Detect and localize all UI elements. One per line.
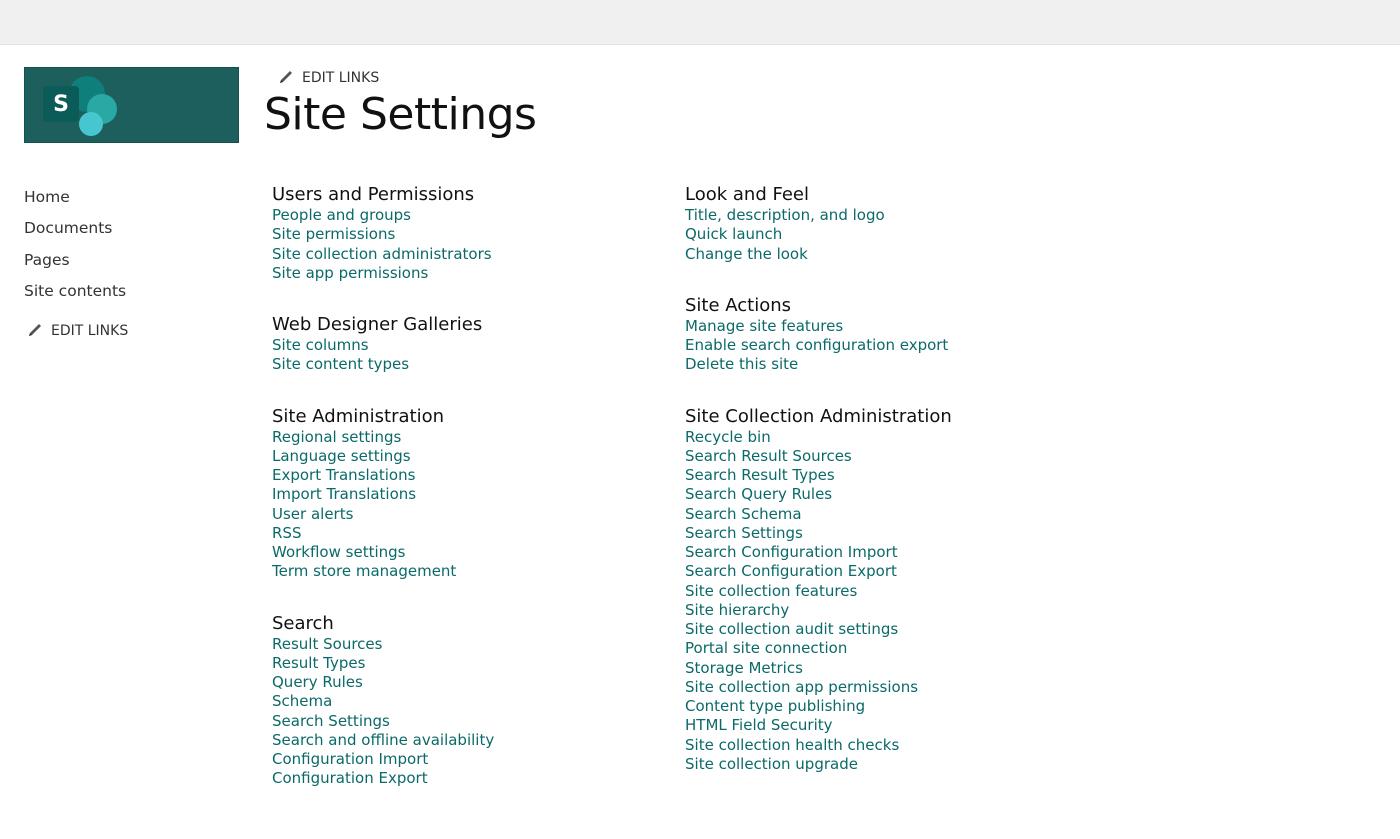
pencil-icon — [277, 70, 297, 86]
settings-link-site-permissions[interactable]: Site permissions — [272, 225, 396, 244]
settings-link-people-and-groups[interactable]: People and groups — [272, 206, 411, 224]
site-logo[interactable] — [24, 67, 239, 143]
settings-link-title-description-and-logo[interactable]: Title, description, and logo — [685, 206, 885, 224]
pencil-icon — [26, 323, 46, 339]
settings-link-site-collection-administrators[interactable]: Site collection administrators — [272, 244, 492, 263]
quick-launch-nav — [24, 182, 244, 339]
settings-link-export-translations[interactable]: Export Translations — [272, 466, 416, 484]
settings-link-content-type-publishing[interactable]: Content type publishing — [685, 697, 866, 715]
settings-link-term-store-management[interactable]: Term store management — [272, 562, 457, 581]
section-heading: Site Administration — [272, 405, 444, 427]
settings-link-search-settings[interactable]: Search Settings — [272, 711, 390, 730]
settings-link-site-content-types[interactable]: Site content types — [272, 355, 410, 374]
settings-section-users-and-permissions — [272, 184, 672, 283]
settings-link-search-configuration-export[interactable]: Search Configuration Export — [685, 562, 897, 581]
settings-link-storage-metrics[interactable]: Storage Metrics — [685, 658, 803, 677]
section-heading: Search — [272, 612, 334, 634]
settings-link-search-result-sources[interactable]: Search Result Sources — [685, 446, 852, 465]
settings-link-html-field-security[interactable]: HTML Field Security — [685, 716, 833, 735]
suite-bar — [0, 0, 1400, 45]
settings-link-recycle-bin[interactable]: Recycle bin — [685, 427, 771, 446]
settings-link-site-collection-audit-settings[interactable]: Site collection audit settings — [685, 620, 899, 638]
settings-link-search-and-offline-availability[interactable]: Search and offline availability — [272, 730, 495, 749]
edit-links-header[interactable] — [277, 70, 379, 86]
section-heading: Look and Feel — [685, 184, 809, 205]
edit-links-label: EDIT LINKS — [51, 323, 129, 340]
settings-link-configuration-export[interactable]: Configuration Export — [272, 769, 428, 788]
settings-link-search-query-rules[interactable]: Search Query Rules — [685, 485, 833, 504]
settings-section-site-actions — [685, 295, 1145, 375]
edit-links-label: EDIT LINKS — [302, 70, 380, 86]
settings-link-result-sources[interactable]: Result Sources — [272, 634, 383, 653]
settings-link-user-alerts[interactable]: User alerts — [272, 504, 354, 523]
settings-link-site-collection-app-permissions[interactable]: Site collection app permissions — [685, 677, 919, 696]
settings-link-result-types[interactable]: Result Types — [272, 653, 366, 672]
settings-link-rss[interactable]: RSS — [272, 523, 302, 542]
settings-link-site-columns[interactable]: Site columns — [272, 336, 369, 354]
settings-column-right — [685, 184, 1145, 805]
settings-link-manage-site-features[interactable]: Manage site features — [685, 316, 844, 335]
settings-column-left — [272, 184, 672, 820]
settings-link-regional-settings[interactable]: Regional settings — [272, 427, 402, 446]
settings-link-search-configuration-import[interactable]: Search Configuration Import — [685, 543, 898, 561]
nav-item-pages[interactable]: Pages — [24, 250, 70, 269]
settings-link-site-collection-upgrade[interactable]: Site collection upgrade — [685, 754, 858, 773]
edit-links-nav[interactable] — [26, 323, 244, 339]
settings-section-site-collection-administration — [685, 406, 1145, 775]
settings-link-change-the-look[interactable]: Change the look — [685, 244, 808, 263]
settings-section-site-administration — [272, 406, 672, 582]
nav-item-home[interactable]: Home — [24, 188, 70, 206]
section-heading: Web Designer Galleries — [272, 314, 483, 335]
settings-link-query-rules[interactable]: Query Rules — [272, 673, 363, 691]
settings-link-search-settings[interactable]: Search Settings — [685, 523, 803, 542]
nav-item-documents[interactable]: Documents — [24, 219, 113, 238]
nav-item-site-contents[interactable]: Site contents — [24, 281, 127, 300]
page-title: Site Settings — [264, 89, 537, 140]
sharepoint-logo-icon — [39, 72, 139, 140]
settings-link-configuration-import[interactable]: Configuration Import — [272, 750, 429, 768]
settings-link-site-collection-health-checks[interactable]: Site collection health checks — [685, 735, 900, 754]
settings-link-site-hierarchy[interactable]: Site hierarchy — [685, 600, 790, 619]
settings-link-workflow-settings[interactable]: Workflow settings — [272, 543, 406, 561]
settings-link-enable-search-configuration-export[interactable]: Enable search configuration export — [685, 336, 949, 354]
settings-section-look-and-feel — [685, 184, 1145, 264]
settings-section-search — [272, 613, 672, 789]
settings-section-web-designer-galleries — [272, 314, 672, 375]
settings-link-search-result-types[interactable]: Search Result Types — [685, 466, 835, 484]
settings-link-schema[interactable]: Schema — [272, 692, 333, 711]
section-heading: Site Actions — [685, 294, 792, 316]
svg-text:S: S — [53, 92, 69, 117]
settings-link-import-translations[interactable]: Import Translations — [272, 485, 417, 504]
settings-link-portal-site-connection[interactable]: Portal site connection — [685, 639, 848, 658]
settings-link-delete-this-site[interactable]: Delete this site — [685, 355, 799, 374]
settings-link-site-app-permissions[interactable]: Site app permissions — [272, 263, 429, 282]
settings-link-search-schema[interactable]: Search Schema — [685, 504, 802, 523]
settings-link-site-collection-features[interactable]: Site collection features — [685, 581, 858, 600]
settings-link-language-settings[interactable]: Language settings — [272, 446, 411, 465]
section-heading: Site Collection Administration — [685, 405, 952, 427]
settings-link-quick-launch[interactable]: Quick launch — [685, 225, 783, 244]
section-heading: Users and Permissions — [272, 184, 475, 205]
